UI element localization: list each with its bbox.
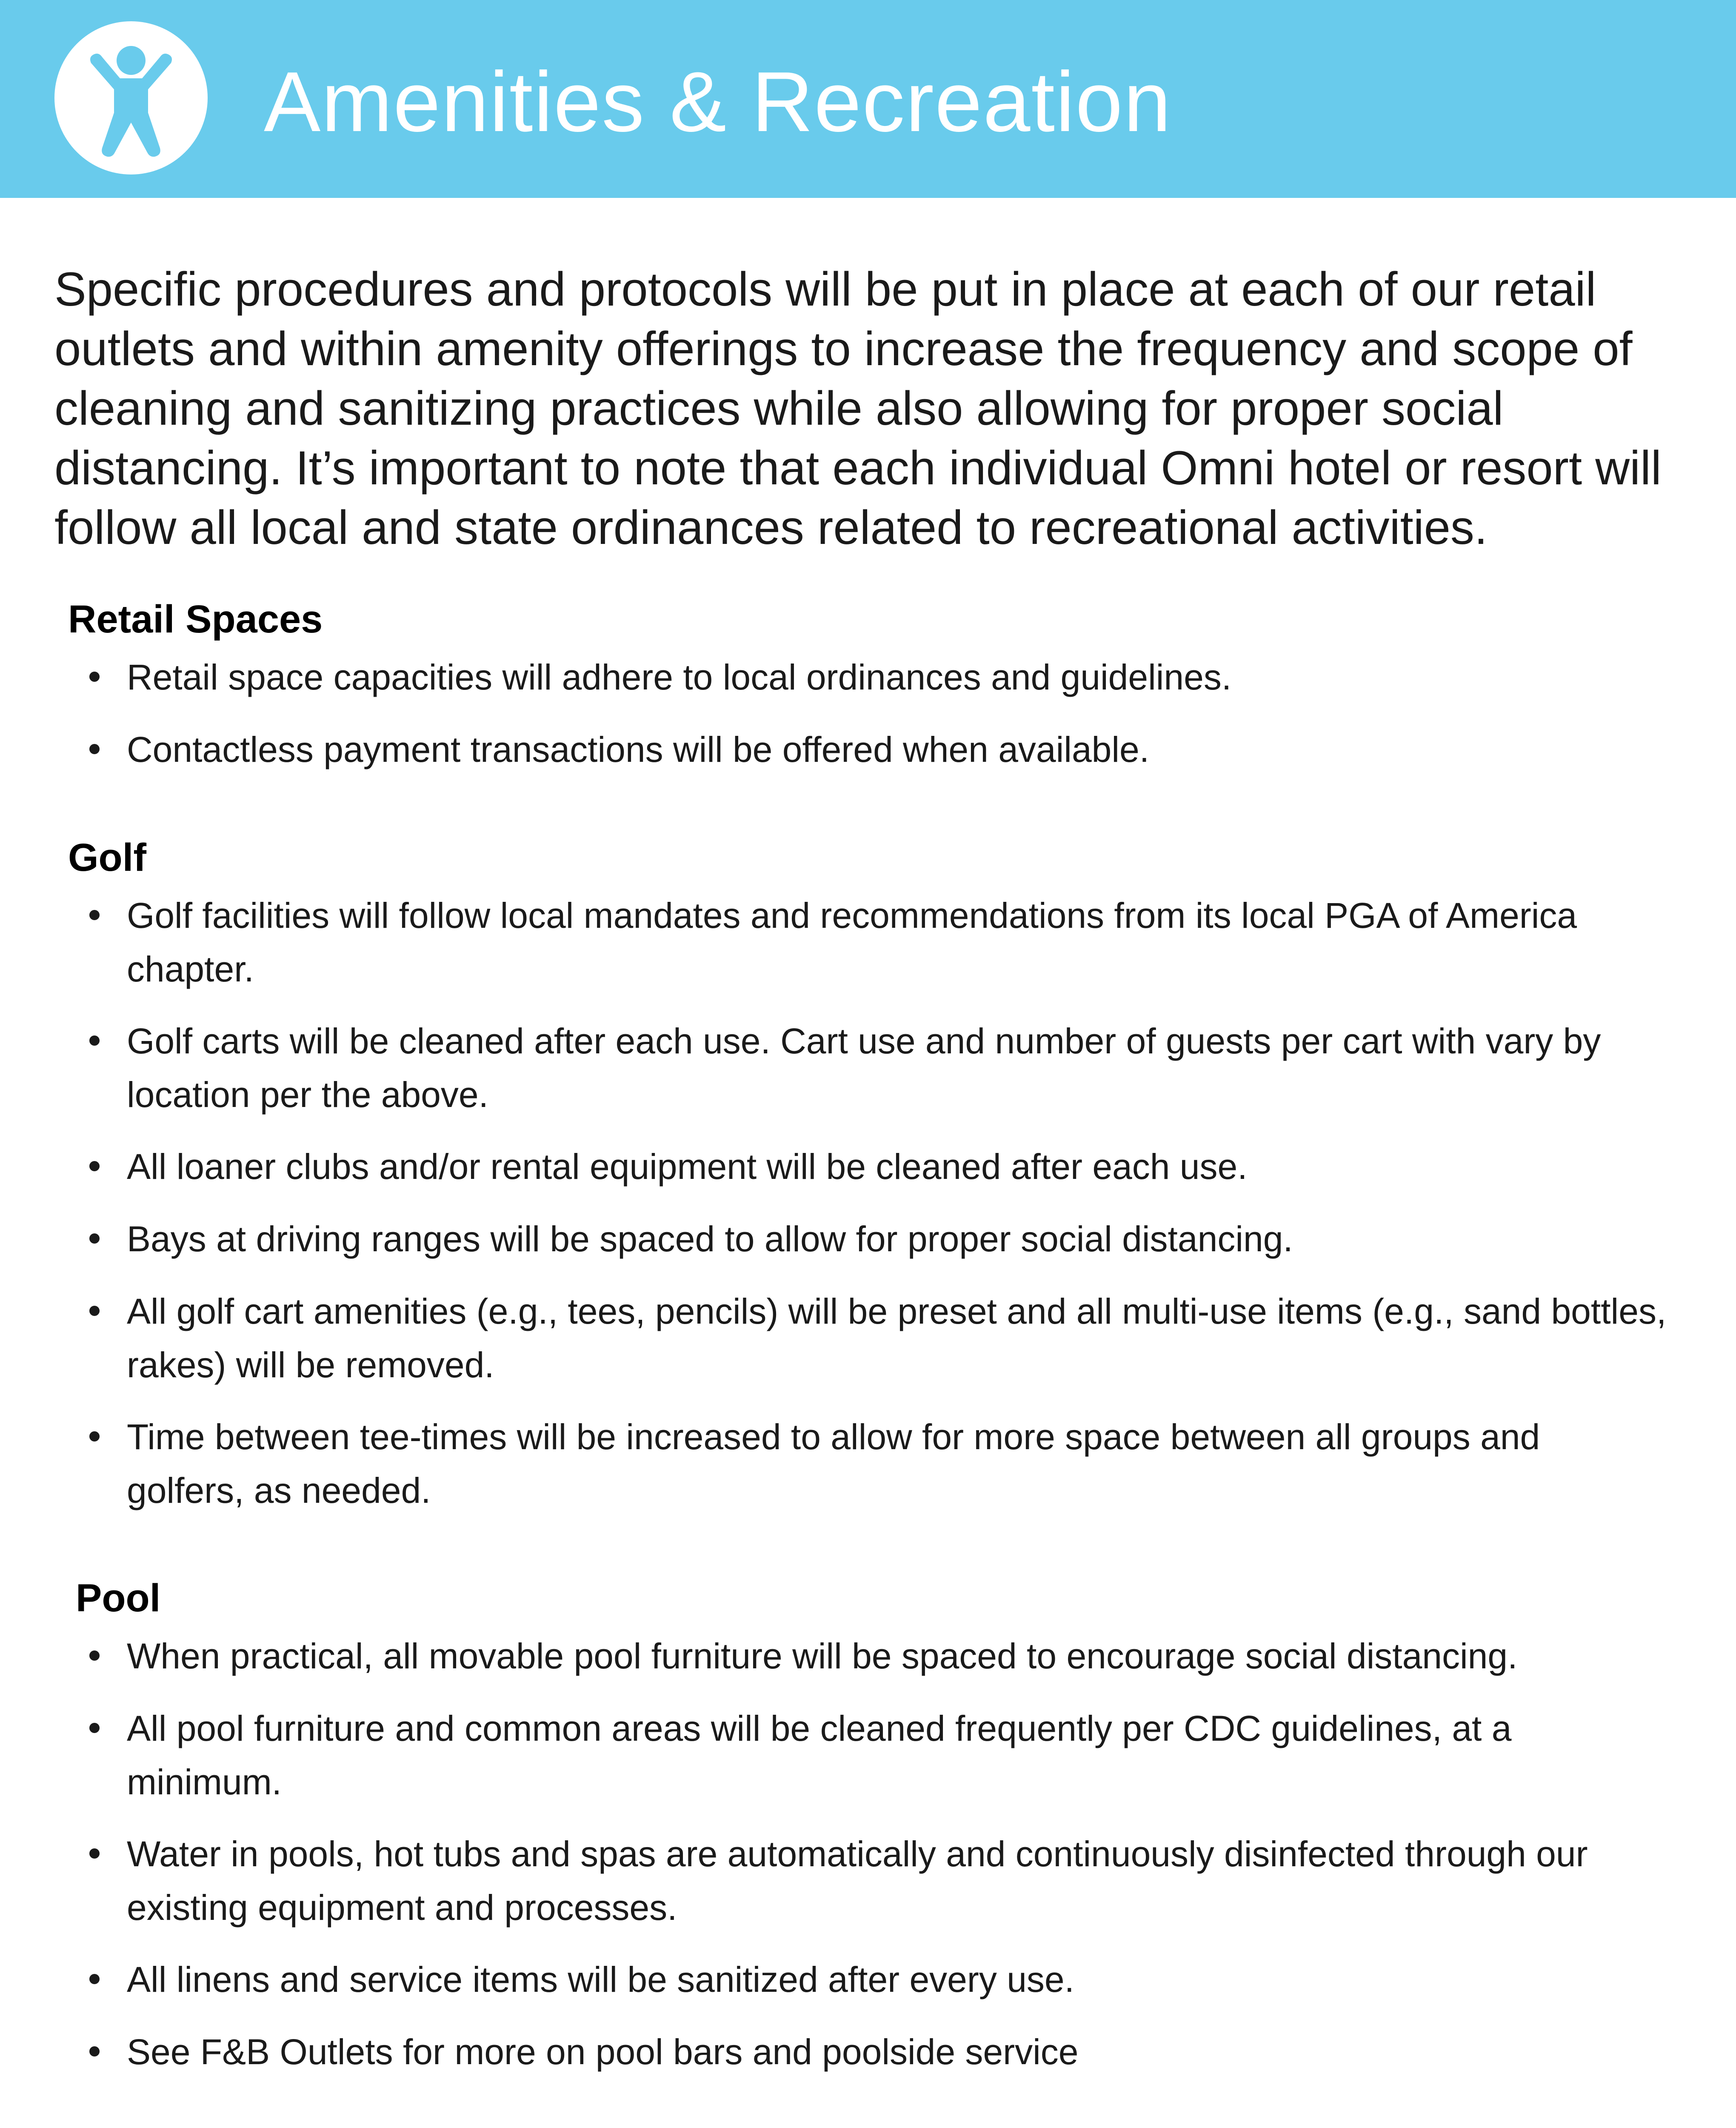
list-item-text: Contactless payment transactions will be offered when available. bbox=[127, 729, 1150, 769]
bullet-icon bbox=[89, 672, 100, 682]
list-item bbox=[127, 889, 1667, 996]
list-item-text: All pool furniture and common areas will be cleaned frequently per CDC guidelines, at a minimum. bbox=[127, 1708, 1512, 1802]
page-title: Amenities & Recreation bbox=[264, 54, 1172, 149]
list-item bbox=[127, 1284, 1667, 1392]
list-item-text: Bays at driving ranges will be spaced to allow for proper social distancing. bbox=[127, 1219, 1293, 1259]
list-item bbox=[127, 1014, 1667, 1121]
bullet-icon bbox=[89, 1848, 100, 1859]
section-heading: Golf bbox=[68, 836, 146, 879]
list-item-text: Golf carts will be cleaned after each use. Cart use and number of guests per cart with vary by location per the above. bbox=[127, 1021, 1601, 1115]
list-item-text: See F&B Outlets for more on pool bars and poolside service bbox=[127, 2032, 1079, 2072]
bullet-icon bbox=[89, 910, 100, 920]
list-item-text: All golf cart amenities (e.g., tees, pencils) will be preset and all multi-use items (e.g., sand bottles, rakes) will be removed. bbox=[127, 1291, 1667, 1385]
list-item-text: Water in pools, hot tubs and spas are automatically and continuously disinfected through our existing equipment and processes. bbox=[127, 1834, 1588, 1928]
list-item-text: When practical, all movable pool furniture will be spaced to encourage social distancing. bbox=[127, 1636, 1518, 1676]
bullet-icon bbox=[89, 1650, 100, 1661]
bullet-icon bbox=[89, 1431, 100, 1442]
list-item-text: Time between tee-times will be increased to allow for more space between all groups and golfers, as needed. bbox=[127, 1417, 1540, 1510]
bullet-icon bbox=[89, 1161, 100, 1171]
list-item bbox=[127, 1702, 1667, 1809]
section-heading: Pool bbox=[76, 1576, 161, 1620]
bullet-icon bbox=[89, 1723, 100, 1733]
bullet-icon bbox=[89, 1974, 100, 1984]
bullet-icon bbox=[89, 744, 100, 754]
list-item-text: All loaner clubs and/or rental equipment will be cleaned after each use. bbox=[127, 1147, 1248, 1187]
list-item bbox=[127, 1410, 1667, 1517]
section-heading: Retail Spaces bbox=[68, 598, 323, 641]
list-item bbox=[127, 723, 1667, 776]
list-item bbox=[127, 1140, 1667, 1193]
list-item bbox=[127, 650, 1667, 704]
intro-paragraph: Specific procedures and protocols will be put in place at each of our retail outlets and within amenity offerings to increase the frequency and scope of cleaning and sanitizing practices while also allowing for proper social distancing. It’s important to note that each individual Omni hotel or resort will follow all local and state ordinances related to recreational activities. bbox=[54, 263, 1662, 554]
list-item bbox=[127, 1212, 1667, 1266]
list-item bbox=[127, 1629, 1667, 1683]
bullet-icon bbox=[89, 1233, 100, 1244]
list-item bbox=[127, 1953, 1667, 2006]
list-item-text: Golf facilities will follow local mandates and recommendations from its local PGA of America chapter. bbox=[127, 895, 1577, 989]
list-item bbox=[127, 1827, 1667, 1934]
bullet-icon bbox=[89, 1035, 100, 1046]
bullet-icon bbox=[89, 2046, 100, 2056]
person-arms-raised-icon bbox=[54, 21, 208, 174]
bullet-icon bbox=[89, 1306, 100, 1316]
list-item-text: All linens and service items will be sanitized after every use. bbox=[127, 1959, 1074, 1999]
page-header bbox=[0, 0, 1736, 198]
list-item-text: Retail space capacities will adhere to local ordinances and guidelines. bbox=[127, 657, 1232, 697]
list-item bbox=[127, 2025, 1667, 2079]
